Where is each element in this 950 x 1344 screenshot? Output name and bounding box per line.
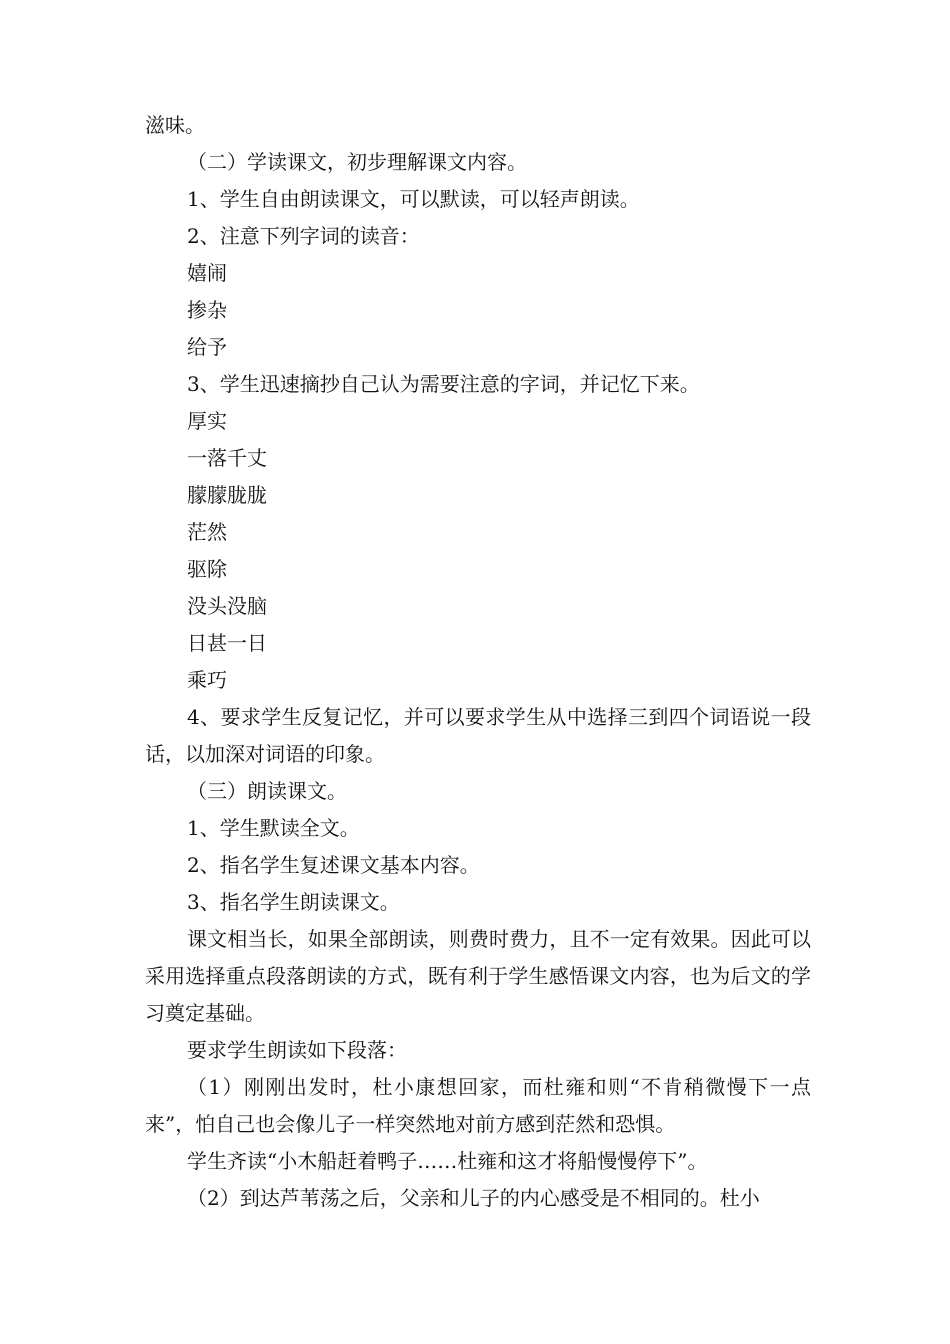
paragraph: 课文相当长，如果全部朗读，则费时费力，且不一定有效果。因此可以采用选择重点段落朗读的方式，既有利于学生感悟课文内容，也为后文的学习奠定基础。 — [145, 927, 811, 1025]
list-item: 2、注意下列字词的读音： — [187, 224, 420, 248]
vocab-word: 嬉闹 — [187, 261, 227, 285]
paragraph: 4、要求学生反复记忆，并可以要求学生从中选择三到四个词语说一段话，以加深对词语的印象。 — [145, 705, 811, 766]
list-item: 1、学生自由朗读课文，可以默读，可以轻声朗读。 — [187, 187, 640, 211]
vocab-word: 乘巧 — [187, 668, 227, 692]
paragraph: 学生齐读“小木船赶着鸭子……杜雍和这才将船慢慢停下”。 — [187, 1149, 708, 1173]
vocab-word: 没头没脑 — [187, 594, 267, 618]
list-item: 3、学生迅速摘抄自己认为需要注意的字词，并记忆下来。 — [187, 372, 700, 396]
vocab-word: 朦朦胧胧 — [187, 483, 267, 507]
document-page — [145, 107, 811, 1217]
list-item: 2、指名学生复述课文基本内容。 — [187, 853, 480, 877]
paragraph: 要求学生朗读如下段落： — [187, 1038, 407, 1062]
vocab-word: 一落千丈 — [187, 446, 267, 470]
paragraph: （2）到达芦苇荡之后，父亲和儿子的内心感受是不相同的。杜小 — [187, 1186, 760, 1210]
vocab-word: 茫然 — [187, 520, 227, 544]
list-item: 3、指名学生朗读课文。 — [187, 890, 400, 914]
text-line: 滋味。 — [145, 113, 205, 137]
vocab-word: 厚实 — [187, 409, 227, 433]
vocab-word: 给予 — [187, 335, 227, 359]
vocab-word: 掺杂 — [187, 298, 227, 322]
paragraph: （1）刚刚出发时，杜小康想回家，而杜雍和则“不肯稍微慢下一点来”，怕自己也会像儿子一样突然地对前方感到茫然和恐惧。 — [145, 1075, 811, 1136]
section-heading: （三）朗读课文。 — [187, 779, 347, 803]
vocab-word: 驱除 — [187, 557, 227, 581]
list-item: 1、学生默读全文。 — [187, 816, 360, 840]
section-heading: （二）学读课文，初步理解课文内容。 — [187, 150, 527, 174]
vocab-word: 日甚一日 — [187, 631, 267, 655]
